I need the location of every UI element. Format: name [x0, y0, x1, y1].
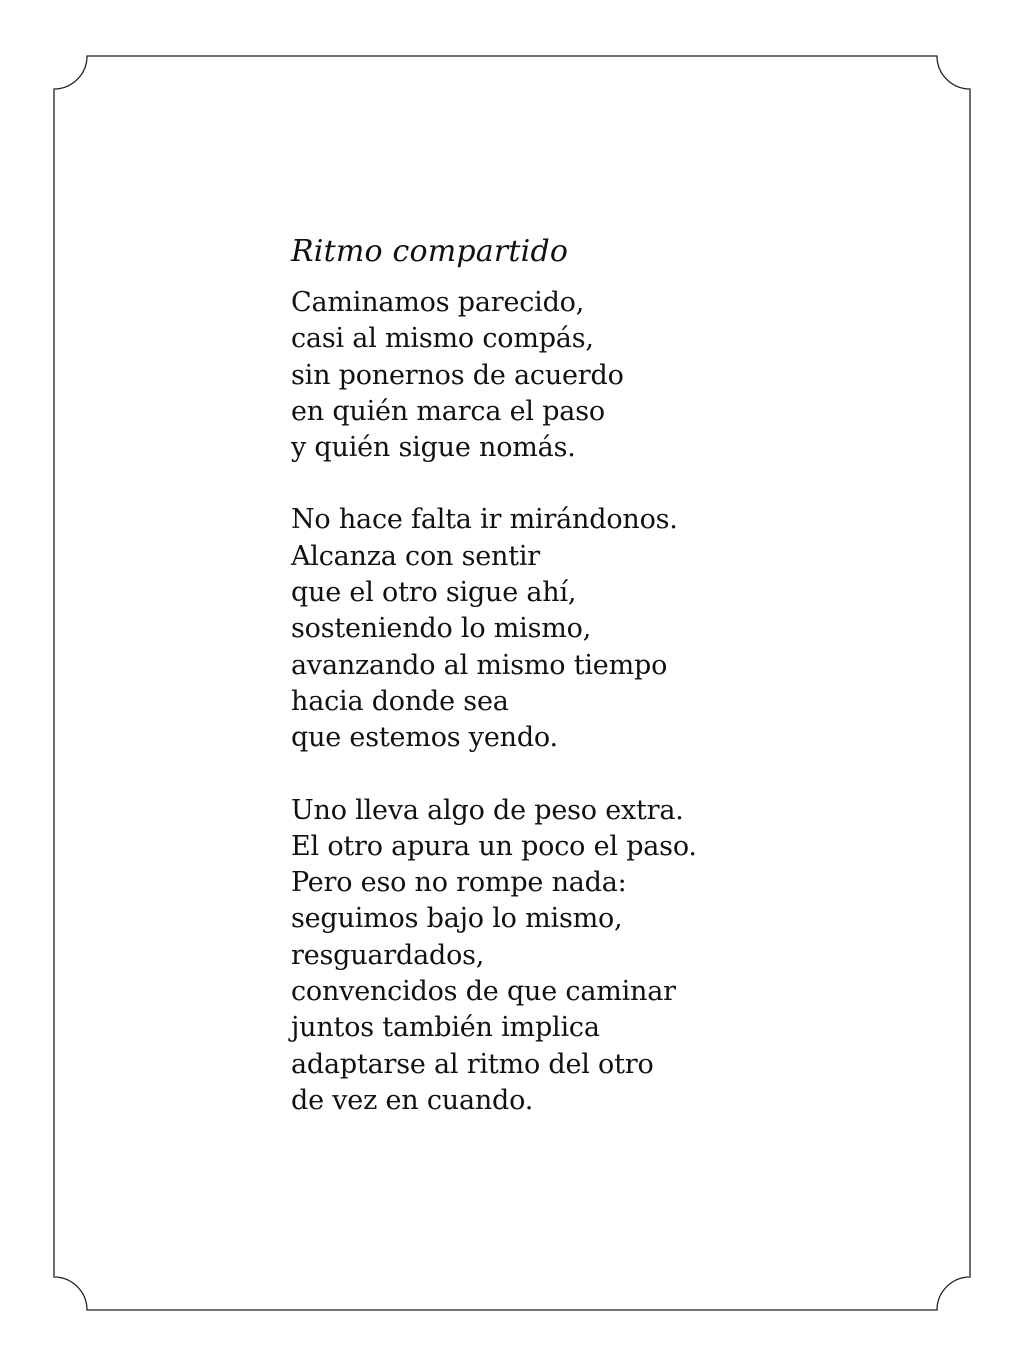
poem-line: Uno lleva algo de peso extra.: [291, 794, 684, 826]
poem-line: y quién sigue nomás.: [291, 432, 576, 464]
poem-line: sosteniendo lo mismo,: [291, 613, 592, 645]
stanza-3: [291, 793, 891, 1120]
poem-line: hacia donde sea: [291, 685, 509, 717]
poem-line: Alcanza con sentir: [291, 540, 541, 572]
poem: [291, 232, 891, 1155]
poem-line: avanzando al mismo tiempo: [291, 649, 668, 681]
poem-line: que estemos yendo.: [291, 722, 558, 754]
poem-line: casi al mismo compás,: [291, 323, 594, 355]
poem-title: Ritmo compartido: [291, 234, 569, 269]
poem-line: El otro apura un poco el paso.: [291, 830, 697, 862]
poem-line: resguardados,: [291, 939, 485, 971]
poem-line: en quién marca el paso: [291, 395, 605, 427]
poem-line: No hace falta ir mirándonos.: [291, 504, 678, 536]
poem-line: que el otro sigue ahí,: [291, 577, 577, 609]
poem-line: seguimos bajo lo mismo,: [291, 903, 623, 935]
poem-line: Pero eso no rompe nada:: [291, 867, 627, 899]
poem-line: de vez en cuando.: [291, 1084, 534, 1116]
poem-line: Caminamos parecido,: [291, 287, 585, 318]
stanza-2: [291, 502, 891, 756]
poem-line: adaptarse al ritmo del otro: [291, 1048, 654, 1080]
poem-line: sin ponernos de acuerdo: [291, 359, 624, 391]
poem-line: convencidos de que caminar: [291, 976, 676, 1008]
poem-line: juntos también implica: [291, 1012, 600, 1044]
stanza-1: [291, 285, 891, 466]
